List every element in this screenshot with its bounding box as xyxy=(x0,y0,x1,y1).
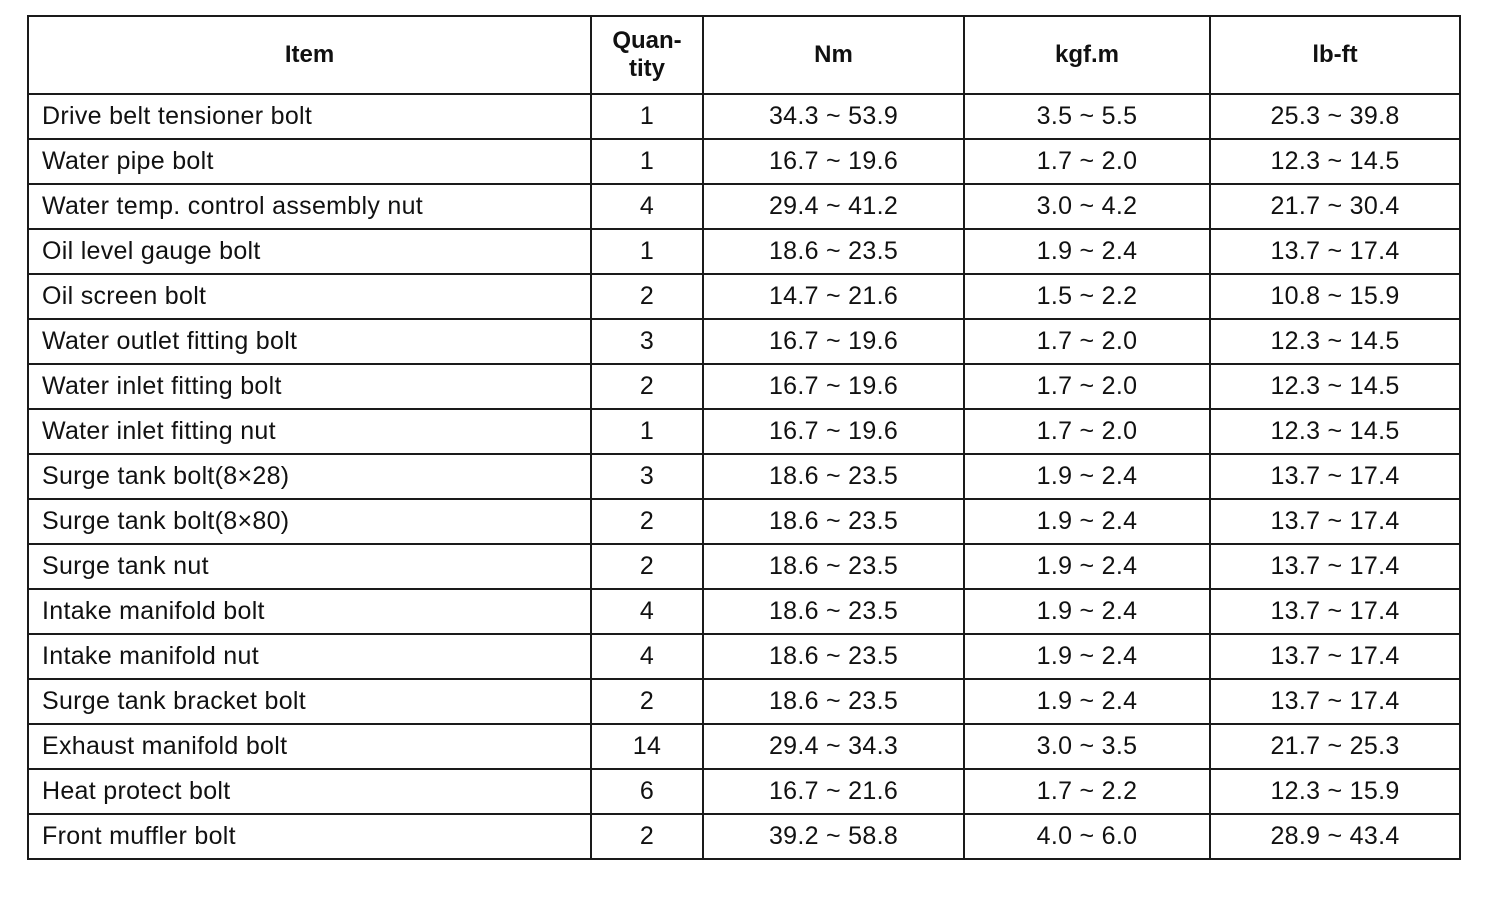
cell-item: Front muffler bolt xyxy=(28,814,591,859)
quantity-header-line2: tity xyxy=(629,55,665,82)
table-row xyxy=(28,544,1460,589)
table-row xyxy=(28,184,1460,229)
column-header-item: Item xyxy=(28,16,591,94)
table-row xyxy=(28,814,1460,859)
table-row xyxy=(28,229,1460,274)
cell-lbft: 13.7 ~ 17.4 xyxy=(1210,634,1460,679)
cell-nm: 18.6 ~ 23.5 xyxy=(703,679,964,724)
cell-lbft: 21.7 ~ 30.4 xyxy=(1210,184,1460,229)
cell-kgfm: 3.0 ~ 4.2 xyxy=(964,184,1210,229)
column-header-kgfm: kgf.m xyxy=(964,16,1210,94)
cell-lbft: 13.7 ~ 17.4 xyxy=(1210,589,1460,634)
cell-item: Exhaust manifold bolt xyxy=(28,724,591,769)
cell-nm: 16.7 ~ 19.6 xyxy=(703,139,964,184)
cell-nm: 16.7 ~ 21.6 xyxy=(703,769,964,814)
cell-kgfm: 1.7 ~ 2.0 xyxy=(964,319,1210,364)
cell-nm: 18.6 ~ 23.5 xyxy=(703,634,964,679)
table-row xyxy=(28,139,1460,184)
cell-item: Water temp. control assembly nut xyxy=(28,184,591,229)
cell-item: Oil screen bolt xyxy=(28,274,591,319)
table-row xyxy=(28,589,1460,634)
cell-lbft: 13.7 ~ 17.4 xyxy=(1210,544,1460,589)
cell-item: Surge tank nut xyxy=(28,544,591,589)
cell-kgfm: 1.9 ~ 2.4 xyxy=(964,544,1210,589)
cell-quantity: 6 xyxy=(591,769,703,814)
table-row xyxy=(28,769,1460,814)
cell-nm: 29.4 ~ 34.3 xyxy=(703,724,964,769)
cell-item: Water pipe bolt xyxy=(28,139,591,184)
table-row xyxy=(28,364,1460,409)
torque-spec-table xyxy=(27,15,1461,860)
table-row xyxy=(28,409,1460,454)
cell-kgfm: 1.9 ~ 2.4 xyxy=(964,499,1210,544)
cell-quantity: 2 xyxy=(591,814,703,859)
cell-kgfm: 1.9 ~ 2.4 xyxy=(964,634,1210,679)
cell-nm: 16.7 ~ 19.6 xyxy=(703,319,964,364)
cell-quantity: 2 xyxy=(591,499,703,544)
cell-item: Surge tank bracket bolt xyxy=(28,679,591,724)
cell-quantity: 3 xyxy=(591,319,703,364)
cell-kgfm: 1.7 ~ 2.0 xyxy=(964,409,1210,454)
table-row xyxy=(28,454,1460,499)
table-row xyxy=(28,724,1460,769)
cell-quantity: 1 xyxy=(591,139,703,184)
cell-nm: 14.7 ~ 21.6 xyxy=(703,274,964,319)
cell-quantity: 1 xyxy=(591,409,703,454)
table-row xyxy=(28,499,1460,544)
cell-lbft: 28.9 ~ 43.4 xyxy=(1210,814,1460,859)
cell-nm: 18.6 ~ 23.5 xyxy=(703,544,964,589)
cell-lbft: 25.3 ~ 39.8 xyxy=(1210,94,1460,139)
cell-lbft: 13.7 ~ 17.4 xyxy=(1210,499,1460,544)
cell-kgfm: 1.5 ~ 2.2 xyxy=(964,274,1210,319)
cell-lbft: 21.7 ~ 25.3 xyxy=(1210,724,1460,769)
cell-item: Intake manifold bolt xyxy=(28,589,591,634)
cell-item: Surge tank bolt(8×80) xyxy=(28,499,591,544)
cell-kgfm: 1.9 ~ 2.4 xyxy=(964,229,1210,274)
cell-nm: 18.6 ~ 23.5 xyxy=(703,454,964,499)
table-row xyxy=(28,274,1460,319)
cell-item: Intake manifold nut xyxy=(28,634,591,679)
cell-quantity: 1 xyxy=(591,94,703,139)
cell-quantity: 14 xyxy=(591,724,703,769)
quantity-header-line1: Quan- xyxy=(612,27,682,54)
cell-kgfm: 1.9 ~ 2.4 xyxy=(964,454,1210,499)
cell-item: Water outlet fitting bolt xyxy=(28,319,591,364)
cell-nm: 18.6 ~ 23.5 xyxy=(703,499,964,544)
cell-item: Water inlet fitting nut xyxy=(28,409,591,454)
column-header-lbft: lb-ft xyxy=(1210,16,1460,94)
header-row xyxy=(28,16,1460,94)
cell-kgfm: 3.5 ~ 5.5 xyxy=(964,94,1210,139)
cell-kgfm: 1.7 ~ 2.0 xyxy=(964,139,1210,184)
cell-nm: 16.7 ~ 19.6 xyxy=(703,364,964,409)
cell-nm: 29.4 ~ 41.2 xyxy=(703,184,964,229)
table-row xyxy=(28,679,1460,724)
cell-kgfm: 1.7 ~ 2.2 xyxy=(964,769,1210,814)
table-body xyxy=(28,94,1460,859)
cell-item: Drive belt tensioner bolt xyxy=(28,94,591,139)
cell-nm: 18.6 ~ 23.5 xyxy=(703,589,964,634)
cell-quantity: 4 xyxy=(591,589,703,634)
cell-lbft: 12.3 ~ 14.5 xyxy=(1210,409,1460,454)
cell-quantity: 2 xyxy=(591,274,703,319)
cell-kgfm: 1.9 ~ 2.4 xyxy=(964,589,1210,634)
cell-quantity: 4 xyxy=(591,184,703,229)
cell-quantity: 4 xyxy=(591,634,703,679)
table-header xyxy=(28,16,1460,94)
cell-lbft: 12.3 ~ 14.5 xyxy=(1210,364,1460,409)
cell-lbft: 12.3 ~ 15.9 xyxy=(1210,769,1460,814)
table-row xyxy=(28,319,1460,364)
table-row xyxy=(28,634,1460,679)
cell-quantity: 2 xyxy=(591,544,703,589)
cell-kgfm: 4.0 ~ 6.0 xyxy=(964,814,1210,859)
cell-lbft: 13.7 ~ 17.4 xyxy=(1210,229,1460,274)
cell-item: Heat protect bolt xyxy=(28,769,591,814)
cell-nm: 16.7 ~ 19.6 xyxy=(703,409,964,454)
cell-quantity: 1 xyxy=(591,229,703,274)
cell-kgfm: 3.0 ~ 3.5 xyxy=(964,724,1210,769)
cell-item: Water inlet fitting bolt xyxy=(28,364,591,409)
column-header-quantity xyxy=(591,16,703,94)
cell-item: Surge tank bolt(8×28) xyxy=(28,454,591,499)
column-header-nm: Nm xyxy=(703,16,964,94)
cell-lbft: 12.3 ~ 14.5 xyxy=(1210,139,1460,184)
cell-item: Oil level gauge bolt xyxy=(28,229,591,274)
cell-lbft: 13.7 ~ 17.4 xyxy=(1210,679,1460,724)
cell-kgfm: 1.7 ~ 2.0 xyxy=(964,364,1210,409)
cell-lbft: 13.7 ~ 17.4 xyxy=(1210,454,1460,499)
cell-lbft: 12.3 ~ 14.5 xyxy=(1210,319,1460,364)
cell-nm: 18.6 ~ 23.5 xyxy=(703,229,964,274)
cell-quantity: 2 xyxy=(591,364,703,409)
table-row xyxy=(28,94,1460,139)
cell-kgfm: 1.9 ~ 2.4 xyxy=(964,679,1210,724)
cell-nm: 34.3 ~ 53.9 xyxy=(703,94,964,139)
cell-nm: 39.2 ~ 58.8 xyxy=(703,814,964,859)
cell-quantity: 3 xyxy=(591,454,703,499)
cell-quantity: 2 xyxy=(591,679,703,724)
cell-lbft: 10.8 ~ 15.9 xyxy=(1210,274,1460,319)
